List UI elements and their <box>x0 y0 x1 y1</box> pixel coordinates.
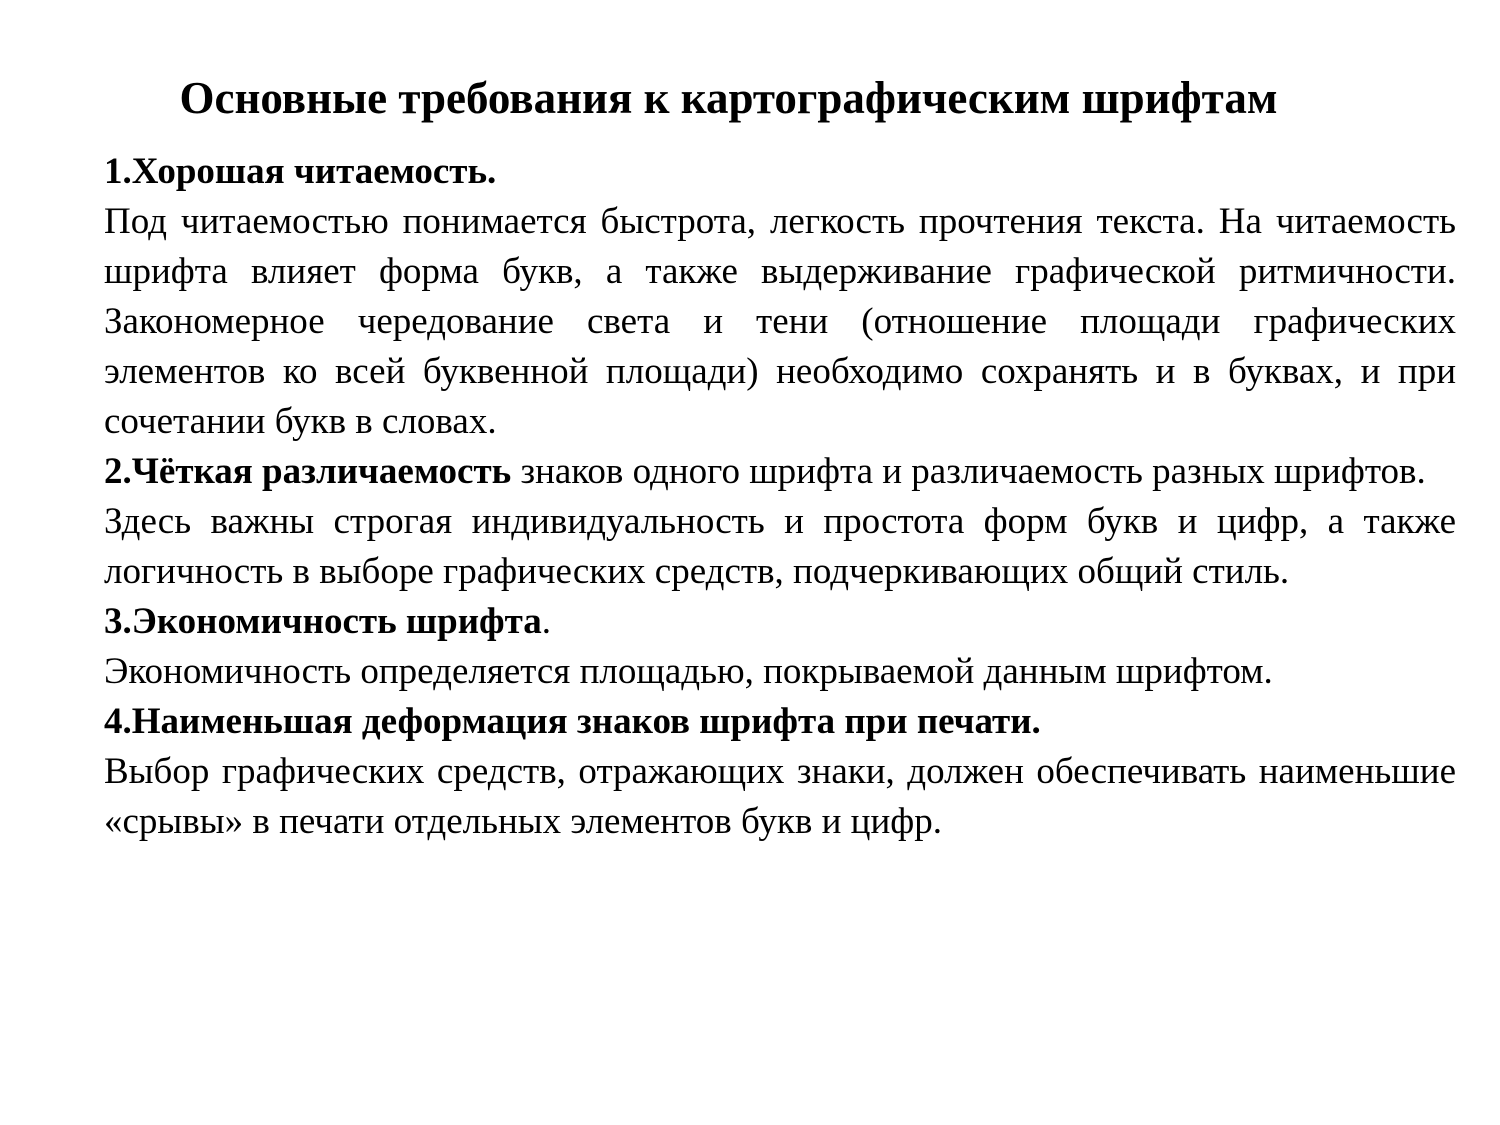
section-4-paragraph: Выбор графических средств, отражающих знаки, должен обеспечивать наименьшие «срывы» в печати отдельных элементов букв и цифр. <box>104 751 1456 842</box>
section-4-heading-text: 4.Наименьшая деформация знаков шрифта при печати. <box>104 701 1041 742</box>
section-4-heading <box>104 697 1456 747</box>
section-2-heading-tail: знаков одного шрифта и различаемость разных шрифтов. <box>511 451 1426 492</box>
section-3-paragraph: Экономичность определяется площадью, покрываемой данным шрифтом. <box>104 651 1273 692</box>
section-2-heading <box>104 447 1456 497</box>
section-2-paragraph: Здесь важны строгая индивидуальность и простота форм букв и цифр, а также логичность в выборе графических средств, подчеркивающих общий стиль. <box>104 501 1456 592</box>
section-1-paragraph: Под читаемостью понимается быстрота, легкость прочтения текста. На читаемость шрифта влияет форма букв, а также выдерживание графической ритмичности. Закономерное чередование света и тени (отношение площади графических элементов ко всей буквенной площади) необходимо сохранять и в буквах, и при сочетании букв в словах. <box>104 201 1456 442</box>
section-1-heading <box>104 147 1456 197</box>
section-2-heading-text: 2.Чёткая различаемость <box>104 451 512 492</box>
slide-title: Основные требования к картографическим шрифтам <box>179 73 1278 123</box>
section-3-heading <box>104 597 1456 647</box>
section-1-heading-text: 1.Хорошая читаемость. <box>104 151 497 192</box>
section-3-heading-text: 3.Экономичность шрифта <box>104 601 542 642</box>
section-3-heading-tail: . <box>541 601 552 642</box>
slide-body <box>104 147 1456 847</box>
